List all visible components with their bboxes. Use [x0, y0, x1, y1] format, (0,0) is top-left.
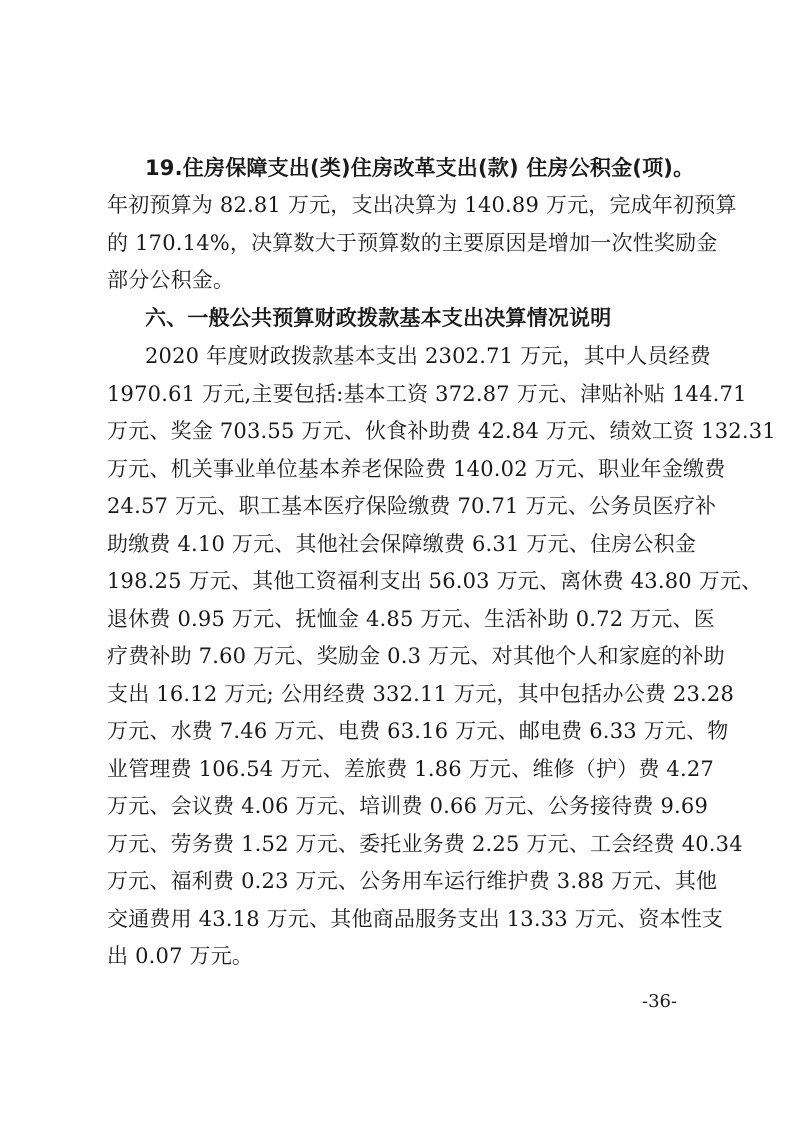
section-19-heading: 19.住房保障支出(类)住房改革支出(款) 住房公积金(项)。 [145, 156, 695, 180]
paragraph-line: 的 170.14%，决算数大于预算数的主要原因是增加一次性奖励金 [107, 231, 718, 255]
paragraph-line: 部分公积金。 [107, 268, 235, 292]
paragraph-line: 交通费用 43.18 万元、其他商品服务支出 13.33 万元、资本性支 [107, 907, 724, 931]
paragraph-line: 万元、福利费 0.23 万元、公务用车运行维护费 3.88 万元、其他 [107, 869, 718, 893]
section-6-heading: 六、一般公共预算财政拨款基本支出决算情况说明 [145, 306, 612, 330]
paragraph-line: 疗费补助 7.60 万元、奖励金 0.3 万元、对其他个人和家庭的补助 [107, 644, 725, 668]
paragraph-line: 万元、会议费 4.06 万元、培训费 0.66 万元、公务接待费 9.69 [107, 794, 709, 818]
paragraph-line: 万元、奖金 703.55 万元、伙食补助费 42.84 万元、绩效工资 132.31 [107, 419, 776, 443]
paragraph-line: 支出 16.12 万元; 公用经费 332.11 万元，其中包括办公费 23.28 [107, 682, 735, 706]
page-number: -36- [642, 991, 678, 1012]
paragraph-line: 年初预算为 82.81 万元，支出决算为 140.89 万元，完成年初预算 [107, 193, 737, 217]
paragraph-line: 退休费 0.95 万元、抚恤金 4.85 万元、生活补助 0.72 万元、医 [107, 607, 715, 631]
paragraph-line: 业管理费 106.54 万元、差旅费 1.86 万元、维修（护）费 4.27 [107, 757, 714, 781]
paragraph-line: 198.25 万元、其他工资福利支出 56.03 万元、离休费 43.80 万元、 [107, 569, 763, 593]
paragraph-line: 24.57 万元、职工基本医疗保险缴费 70.71 万元、公务员医疗补 [107, 494, 717, 518]
paragraph-line: 出 0.07 万元。 [107, 944, 254, 968]
paragraph-line: 1970.61 万元,主要包括:基本工资 372.87 万元、津贴补贴 144.71 [107, 382, 747, 406]
paragraph-line: 万元、水费 7.46 万元、电费 63.16 万元、邮电费 6.33 万元、物 [107, 719, 729, 743]
paragraph-line: 万元、机关事业单位基本养老保险费 140.02 万元、职业年金缴费 [107, 457, 726, 481]
paragraph-line: 万元、劳务费 1.52 万元、委托业务费 2.25 万元、工会经费 40.34 [107, 832, 743, 856]
paragraph-line: 2020 年度财政拨款基本支出 2302.71 万元，其中人员经费 [145, 344, 711, 368]
paragraph-line: 助缴费 4.10 万元、其他社会保障缴费 6.31 万元、住房公积金 [107, 532, 697, 556]
